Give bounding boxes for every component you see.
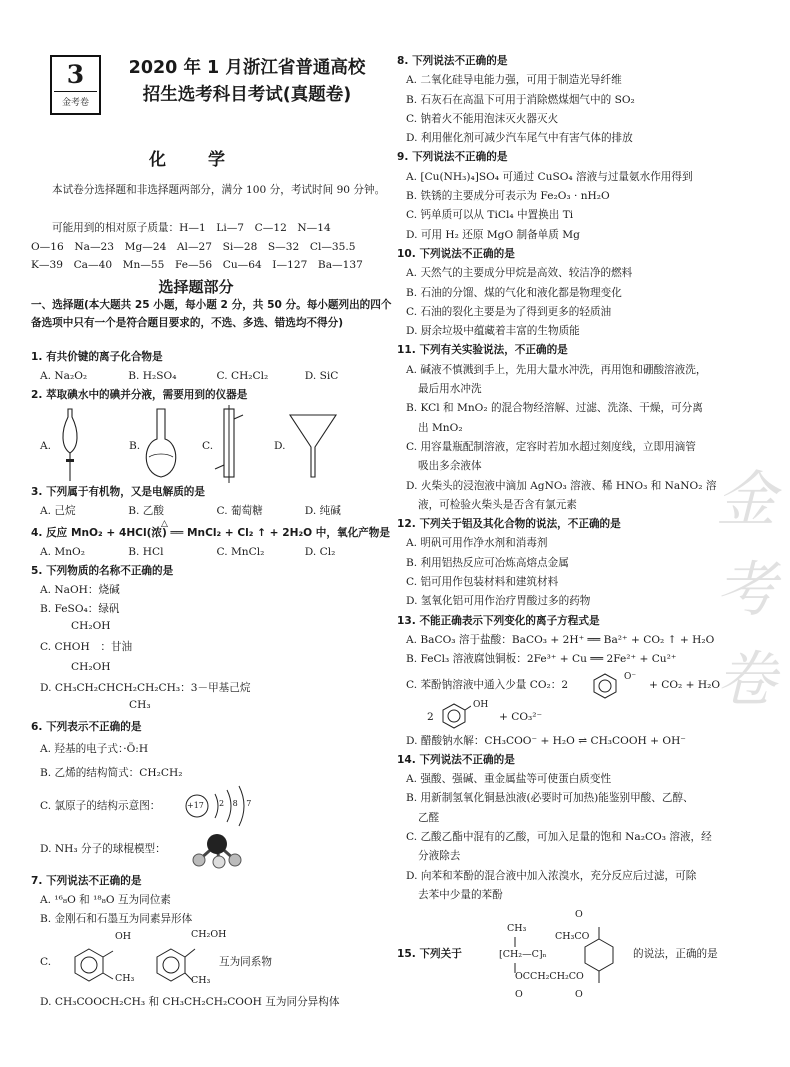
q13-option-a: A. BaCO₃ 溶于盐酸：BaCO₃ + 2H⁺ ══ Ba²⁺ + CO₂ ↑ + H₂O (406, 633, 715, 646)
badge-label: 金考卷 (54, 91, 97, 108)
q3-option-a: A. 己烷 (40, 505, 76, 517)
question-3 (31, 483, 393, 521)
q6-option-d-row (31, 828, 393, 870)
exam-badge (50, 55, 101, 115)
q11-option-b: B. KCl 和 MnO₂ 的混合物经溶解、过滤、洗涤、干燥，可分离 (406, 402, 703, 415)
question-9 (397, 148, 752, 244)
q4-option-a: A. MnO₂ (40, 546, 85, 558)
q12-option-d: D. 氢氧化铝可用作治疗胃酸过多的药物 (406, 595, 591, 608)
q7-option-b: B. 金刚石和石墨互为同素异形体 (40, 913, 193, 925)
condenser-icon (213, 405, 247, 483)
right-questions (397, 52, 752, 1001)
q13-c-tail: + CO₂ + H₂O (649, 678, 721, 691)
carbonyl-o-1: O (575, 909, 583, 921)
left-questions (31, 348, 393, 1012)
carbonyl-o-3: O (575, 989, 583, 1001)
q7-option-d: D. CH₃COOCH₂CH₃ 和 CH₃CH₂CH₂COOH 互为同分异构体 (40, 996, 340, 1008)
q1-stem: 1. 有共价键的离子化合物是 (31, 351, 163, 363)
q7-option-a: A. ¹⁶₈O 和 ¹⁸₈O 互为同位素 (40, 894, 171, 906)
q2-option-b: B. (129, 440, 141, 452)
question-13 (397, 612, 752, 751)
q11-option-d: D. 火柴头的浸泡液中滴加 AgNO₃ 溶液、稀 HNO₃ 和 NaNO₂ 溶 (406, 479, 717, 492)
q6-option-b: B. 乙烯的结构简式：CH₂CH₂ (40, 767, 183, 779)
q11-stem: 11. 下列有关实验说法，不正确的是 (397, 344, 568, 357)
q8-stem: 8. 下列说法不正确的是 (397, 55, 508, 67)
q13-option-c: C. 苯酚钠溶液中通入少量 CO₂：2 (406, 678, 569, 691)
q9-option-c: C. 钙单质可以从 TiCl₄ 中置换出 Ti (406, 209, 574, 222)
q6-option-c-row (31, 784, 393, 828)
polymer-unit: [CH₂—C]ₙ (499, 949, 547, 961)
cresol-oh: OH (115, 931, 132, 942)
q15-tail: 的说法，正确的是 (633, 948, 718, 961)
q5-d-branch: CH₃ (129, 699, 151, 711)
benzyl-ch2oh: CH₂OH (191, 929, 227, 940)
q5-option-d: D. CH₃CH₂CHCH₂CH₂CH₃：3－甲基己烷 (40, 682, 251, 694)
question-14 (397, 751, 752, 905)
question-4 (31, 519, 393, 562)
section-title: 选择题部分 (158, 278, 234, 296)
separatory-funnel-icon (57, 407, 83, 483)
question-6 (31, 718, 393, 870)
q3-option-c: C. 葡萄糖 (216, 505, 263, 517)
q2-stem: 2. 萃取碘水中的碘并分液，需要用到的仪器是 (31, 389, 248, 401)
question-10 (397, 245, 752, 341)
question-11 (397, 341, 752, 515)
question-2 (31, 386, 393, 483)
q13-c-product: + CO₃²⁻ (499, 710, 543, 723)
watermark: 金考卷 (716, 465, 776, 715)
q12-option-b: B. 利用铝热反应可冶炼高熔点金属 (406, 556, 569, 569)
q11-option-b-cont: 出 MnO₂ (418, 421, 463, 434)
question-5 (31, 562, 393, 713)
q14-option-a: A. 强酸、强碱、重金属盐等可使蛋白质变性 (406, 773, 612, 786)
question-15 (397, 905, 752, 1001)
q1-option-c: C. CH₂Cl₂ (216, 370, 269, 382)
intro-text: 本试卷分选择题和非选择题两部分，满分 100 分，考试时间 90 分钟。 (52, 184, 386, 196)
section-note: 一、选择题(本大题共 25 小题，每小题 2 分，共 50 分。每小题列出的四个备选项中只有一个是符合题目要求的，不选、多选、错选均不得分) (31, 299, 392, 330)
q8-option-d: D. 利用催化剂可减少汽车尾气中有害气体的排放 (406, 132, 633, 145)
q10-stem: 10. 下列说法不正确的是 (397, 247, 515, 260)
q13-c-product-row (397, 700, 752, 732)
question-1 (31, 348, 393, 386)
q11-option-d-cont: 液，可检验火柴头是否含有氯元素 (418, 498, 577, 511)
atomic-masses-1: 可能用到的相对原子质量：H—1 Li—7 C—12 N—14 (52, 222, 331, 234)
q6-option-a: A. 羟基的电子式：·Ö:H (40, 743, 149, 755)
q1-option-d: D. SiC (304, 370, 339, 382)
q7-option-c-row (31, 929, 393, 993)
q9-option-d: D. 可用 H₂ 还原 MgO 制备单质 Mg (406, 228, 580, 241)
q13-c-coef: 2 (427, 710, 434, 723)
ester-group-1: CH₃CO (555, 931, 590, 943)
q8-option-a: A. 二氧化硅导电能力强，可用于制造光导纤维 (406, 74, 622, 87)
q4-condition: △ (161, 519, 168, 529)
q1-option-a: A. Na₂O₂ (40, 370, 88, 382)
polymer-methyl: CH₃ (507, 923, 527, 935)
phenoxide-ring-icon (592, 672, 622, 700)
q10-option-c: C. 石油的裂化主要是为了得到更多的轻质油 (406, 305, 612, 318)
q14-option-c: C. 乙酸乙酯中混有的乙酸，可加入足量的饱和 Na₂CO₃ 溶液，经 (406, 830, 712, 843)
q6-option-c: C. 氯原子的结构示意图： (40, 800, 161, 812)
q14-stem: 14. 下列说法不正确的是 (397, 753, 515, 766)
q2-option-a: A. (40, 440, 52, 452)
q5-c-top: CH₂OH (71, 620, 111, 632)
subject-title: 化 学 (149, 150, 243, 170)
q9-option-a: A. [Cu(NH₃)₄]SO₄ 可通过 CuSO₄ 溶液与过量氨水作用得到 (406, 170, 693, 183)
title-line-1: 2020 年 1 月浙江省普通高校 (128, 58, 366, 78)
ammonia-ball-model-icon (189, 830, 245, 870)
q12-stem: 12. 下列关于铝及其化合物的说法，不正确的是 (397, 518, 621, 531)
q5-option-c: C. CHOH ：甘油 (40, 641, 133, 653)
q13-option-b: B. FeCl₃ 溶液腐蚀铜板：2Fe³⁺ + Cu ══ 2Fe²⁺ + Cu²⁺ (406, 653, 677, 666)
q4-option-b: B. HCl (128, 546, 164, 558)
q5-stem: 5. 下列物质的名称不正确的是 (31, 565, 174, 577)
q15-stem: 15. 下列关于 (397, 948, 462, 961)
carbonyl-o-2: O (515, 989, 523, 1001)
methylbenzyl-alcohol-icon (151, 937, 221, 993)
q7-c-tail: 互为同系物 (219, 956, 272, 968)
q14-option-b: B. 用新制氢氧化铜悬浊液(必要时可加热)能鉴别甲酸、乙醇、 (406, 792, 694, 805)
q12-option-c: C. 铝可用作包装材料和建筑材料 (406, 576, 559, 589)
q9-stem: 9. 下列说法不正确的是 (397, 151, 508, 164)
q14-option-d: D. 向苯和苯酚的混合液中加入浓溴水，充分反应后过滤，可除 (406, 869, 697, 882)
q11-option-c-cont: 吸出多余液体 (418, 460, 482, 473)
q11-option-a-cont: 最后用水冲洗 (418, 383, 482, 396)
cl-shell-label: 2 8 7 (219, 799, 255, 808)
round-flask-icon (139, 407, 183, 483)
cl-core-label: +17 (187, 801, 204, 810)
q11-option-a: A. 碱液不慎溅到手上，先用大量水冲洗，再用饱和硼酸溶液洗， (406, 363, 707, 376)
question-8 (397, 52, 752, 148)
q10-option-d: D. 厨余垃圾中蕴藏着丰富的生物质能 (406, 325, 580, 338)
q4-option-d: D. Cl₂ (304, 546, 336, 558)
q7-option-c: C. (40, 956, 52, 968)
q5-option-b: B. FeSO₄：绿矾 (40, 603, 120, 615)
q13-option-c-row (397, 670, 752, 700)
q6-option-d: D. NH₃ 分子的球棍模型： (40, 843, 166, 855)
benzyl-ch3: CH₃ (191, 975, 211, 986)
q2-apparatus-row (31, 405, 393, 483)
title-line-2: 招生选考科目考试(真题卷) (142, 85, 352, 105)
q10-option-b: B. 石油的分馏、煤的气化和液化都是物理变化 (406, 286, 622, 299)
phenol-ring-icon (441, 702, 471, 730)
exam-title (112, 55, 382, 109)
q2-option-c: C. (202, 440, 214, 452)
q14-option-b-cont: 乙醛 (418, 811, 440, 824)
q9-option-b: B. 铁锈的主要成分可表示为 Fe₂O₃ · nH₂O (406, 190, 610, 203)
question-7 (31, 872, 393, 1012)
funnel-icon (288, 413, 338, 479)
q3-stem: 3. 下列属于有机物，又是电解质的是 (31, 486, 205, 498)
q3-option-d: D. 纯碱 (304, 505, 341, 517)
atomic-masses (31, 219, 393, 275)
q5-option-a: A. NaOH：烧碱 (40, 584, 120, 596)
ester-group-2: OCCH₂CH₂CO (515, 971, 584, 983)
q14-option-c-cont: 分液除去 (418, 850, 461, 863)
atomic-masses-3: K—39 Ca—40 Mn—55 Fe—56 Cu—64 I—127 Ba—137 (31, 259, 363, 272)
phenoxide-label: O⁻ (624, 671, 637, 682)
q12-option-a: A. 明矾可用作净水剂和消毒剂 (406, 537, 548, 550)
phenol-oh: OH (473, 699, 489, 710)
q13-option-d: D. 醋酸钠水解：CH₃COO⁻ + H₂O ⇌ CH₃COOH + OH⁻ (406, 734, 686, 747)
badge-number: 3 (66, 60, 85, 89)
atomic-masses-2: O—16 Na—23 Mg—24 Al—27 Si—28 S—32 Cl—35.5 (31, 240, 356, 253)
cresol-ch3: CH₃ (115, 973, 135, 984)
q4-stem: 4. 反应 MnO₂ + 4HCl(浓) ══ MnCl₂ + Cl₂ ↑ + 2H₂O 中，氧化产物是 (31, 527, 390, 539)
q8-option-b: B. 石灰石在高温下可用于消除燃煤烟气中的 SO₂ (406, 93, 635, 106)
q8-option-c: C. 钠着火不能用泡沫灭火器灭火 (406, 112, 559, 125)
q13-stem: 13. 不能正确表示下列变化的离子方程式是 (397, 614, 600, 627)
q6-stem: 6. 下列表示不正确的是 (31, 721, 142, 733)
q10-option-a: A. 天然气的主要成分甲烷是高效、较洁净的燃料 (406, 267, 633, 280)
question-12 (397, 515, 752, 611)
q5-c-bottom: CH₂OH (71, 661, 111, 673)
q14-option-d-cont: 去苯中少量的苯酚 (418, 888, 503, 901)
q7-stem: 7. 下列说法不正确的是 (31, 875, 142, 887)
q1-option-b: B. H₂SO₄ (128, 370, 177, 382)
q11-option-c: C. 用容量瓶配制溶液，定容时若加水超过刻度线，立即用滴管 (406, 440, 696, 453)
q2-option-d: D. (274, 440, 286, 452)
q4-option-c: C. MnCl₂ (216, 546, 265, 558)
q3-option-b: B. 乙酸 (128, 505, 164, 517)
